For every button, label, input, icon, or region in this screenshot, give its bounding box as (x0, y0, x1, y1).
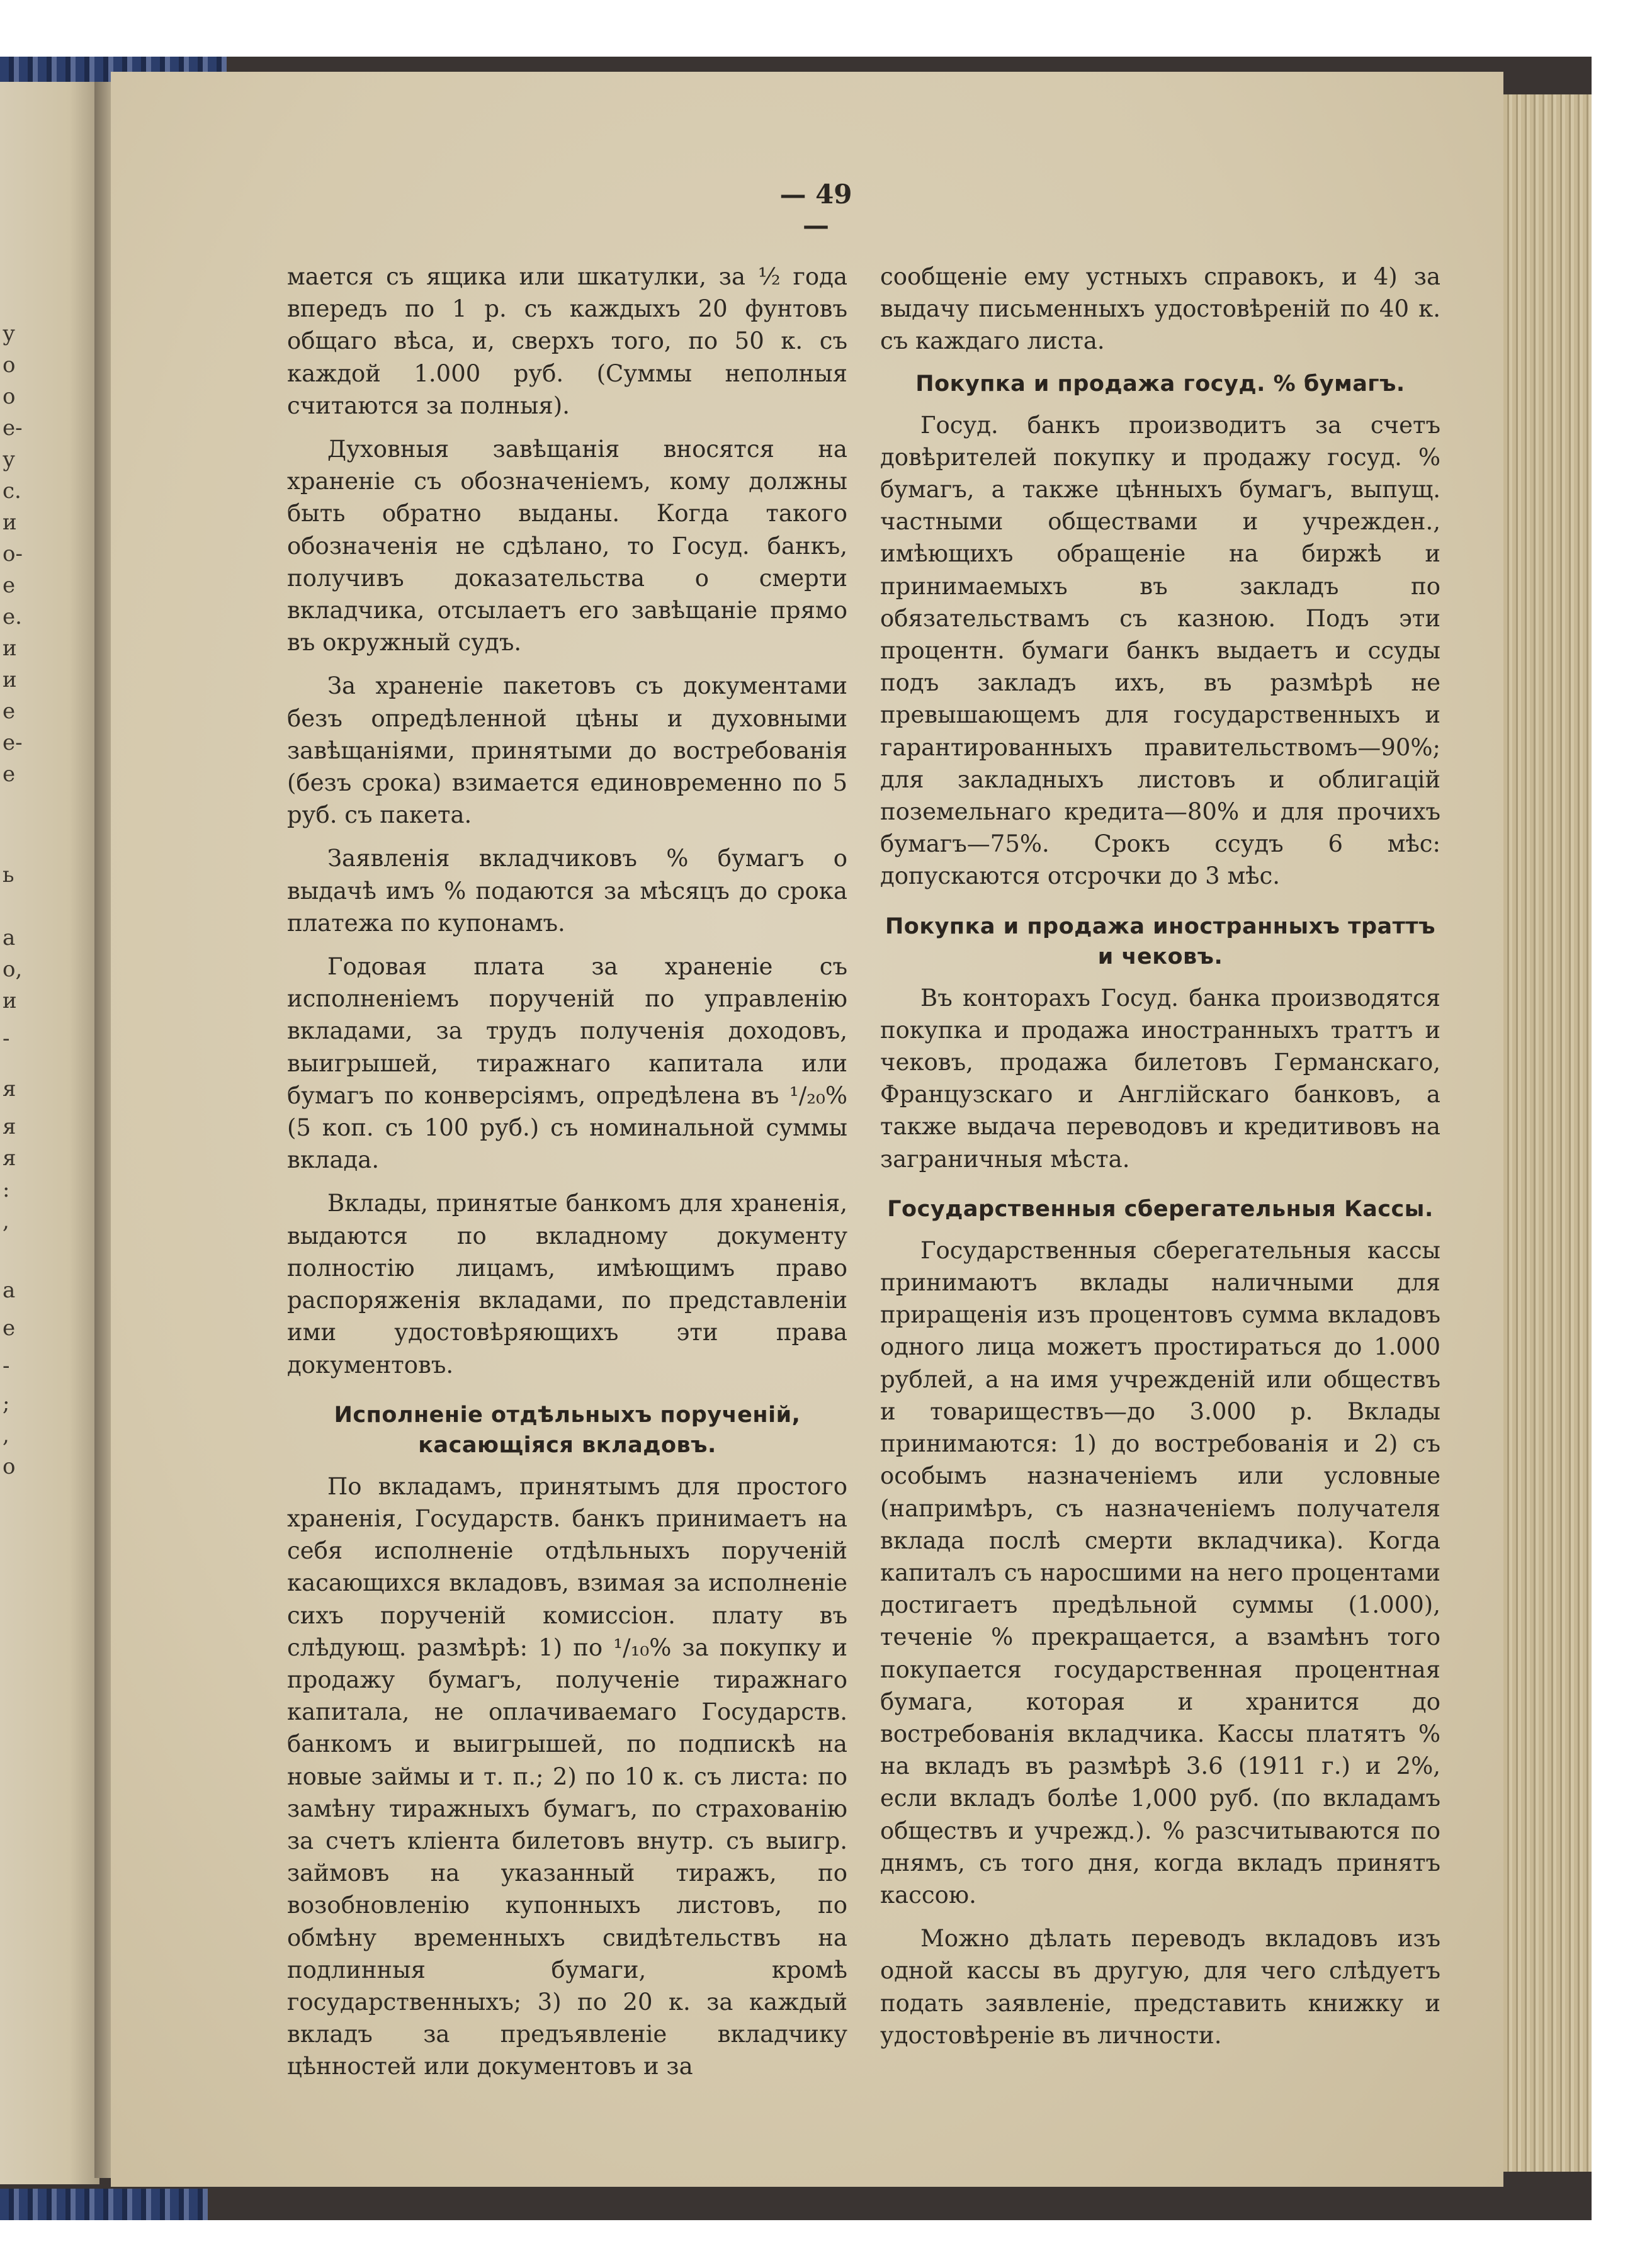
left-page-fragment (0, 82, 99, 2184)
left-page-line-fragment: о- (3, 541, 23, 567)
left-page-line-fragment: и (3, 988, 17, 1013)
left-page-line-fragment: - (3, 1026, 10, 1051)
right-page (111, 72, 1503, 2187)
left-page-line-fragment: я (3, 1076, 16, 1102)
paragraph: Вклады, принятые банкомъ для храненія, выдаются по вкладному документу полностію лицамъ, имѣющимъ право распоряженія вкладами, по представленіи ими удостовѣряющихъ эти права документовъ. (287, 1190, 847, 1379)
left-page-line-fragment: и (3, 667, 17, 692)
paragraph: По вкладамъ, принятымъ для простого храненія, Государств. банкъ принимаетъ на себя исполненіе отдѣльныхъ порученій касающихся вкладовъ, взимая за исполненіе сихъ порученій комиссіон. плату въ слѣдующ. размѣрѣ: 1) по ¹/₁₀% за покупку и продажу бумагъ, полученіе тиражнаго капитала, не оплачиваемаго Государств. банкомъ и выигрышей, по подпискѣ на новые займы и т. п.; 2) по 10 к. съ листа: по замѣну тиражныхъ бумагъ, по страхованію за счетъ кліента билетовъ внутр. съ выигр. займовъ на указанный тиражъ, по возобновленію купонныхъ листовъ, по обмѣну временныхъ свидѣтельствъ на подлинныя бумаги, кромѣ государственныхъ; 3) по 20 к. за каждый вкладъ за предъявленіе вкладчику цѣнностей или документовъ и за (287, 1472, 847, 2080)
left-page-line-fragment: е- (3, 415, 23, 441)
paragraph: мается съ ящика или шкатулки, за ½ года впередъ по 1 р. съ каждыхъ 20 фунтовъ общаго вѣса, и, сверхъ того, по 50 к. съ каждой 1.000 руб. (Суммы неполныя считаются за полныя). (287, 263, 847, 419)
paragraph: Годовая плата за храненіе съ исполненіемъ порученій по управленію вкладами, за трудъ полученія доходовъ, выигрышей, тиражнаго капитала или бумагъ по конверсіямъ, опредѣлена въ ¹/₂₀% (5 коп. съ 100 руб.) съ номинальной суммы вклада. (287, 953, 847, 1174)
left-page-line-fragment: - (3, 1353, 10, 1379)
left-page-line-fragment: о (3, 384, 16, 409)
paragraph: Въ конторахъ Госуд. банка производятся покупка и продажа иностранныхъ траттъ и чековъ, продажа билетовъ Германскаго, Французскаго и Англійскаго банковъ, а также выдача переводовъ и кредитивовъ на заграничныя мѣста. (880, 984, 1440, 1173)
left-column (287, 261, 847, 2094)
left-page-line-fragment: е (3, 699, 16, 724)
book-scan (0, 57, 1592, 2220)
left-page-line-fragment: , (3, 1423, 9, 1448)
left-page-line-fragment: е (3, 573, 16, 598)
left-page-line-fragment: : (3, 1177, 10, 1202)
left-page-line-fragment: е (3, 1316, 16, 1341)
paragraph: Можно дѣлать переводъ вкладовъ изъ одной кассы въ другую, для чего слѣдуетъ подать заявленіе, представить книжку и удостовѣреніе въ личности. (880, 1925, 1440, 2049)
left-page-line-fragment: у (3, 321, 16, 346)
section-heading: Покупка и продажа иностранныхъ траттъ и чековъ. (885, 913, 1436, 969)
section-heading: Исполненіе отдѣльныхъ порученій, касающіяся вкладовъ. (334, 1402, 801, 1458)
right-column (880, 261, 1440, 2063)
left-page-line-fragment: о, (3, 957, 23, 982)
left-page-line-fragment: а (3, 925, 16, 951)
paragraph: Духовныя завѣщанія вносятся на храненіе съ обозначеніемъ, кому должны быть обратно выданы. Когда такого обозначенія не сдѣлано, то Госуд. банкъ, получивъ доказательства о смерти вкладчика, отсылаетъ его завѣщаніе прямо въ окружный судъ. (287, 436, 847, 657)
paragraph: сообщеніе ему устныхъ справокъ, и 4) за выдачу письменныхъ удостовѣреній по 40 к. съ каждаго листа. (880, 263, 1440, 355)
left-page-line-fragment: и (3, 636, 17, 661)
left-page-line-fragment: е- (3, 730, 23, 755)
section-heading: Государственныя сберегательныя Кассы. (887, 1196, 1434, 1222)
left-page-line-fragment: о (3, 1454, 16, 1479)
page-edges (1503, 94, 1592, 2172)
left-page-line-fragment: я (3, 1114, 16, 1139)
left-page-line-fragment: ; (3, 1391, 10, 1416)
left-page-line-fragment: и (3, 510, 17, 535)
left-page-line-fragment: с. (3, 478, 21, 504)
book-cover-bottom-edge (0, 2189, 208, 2220)
left-page-line-fragment: а (3, 1278, 16, 1303)
paragraph: Государственныя сберегательныя кассы принимаютъ вклады наличными для приращенія изъ процентовъ сумма вкладовъ одного лица можетъ простираться до 1.000 рублей, а на имя учрежденій или обществъ и товариществъ—до 3.000 р. Вклады принимаются: 1) до востребованія и 2) съ особымъ назначеніемъ или условные (напримѣръ, съ назначеніемъ получателя вклада послѣ смерти вкладчика). Когда капиталъ съ наросшими на него процентами достигаетъ предѣльной суммы (1.000), теченіе % прекращается, а взамѣнъ того покупается государственная процентная бумага, которая и хранится до востребованія вкладчика. Кассы платятъ % на вкладъ въ размѣрѣ 3.6 (1911 г.) и 2%, если вкладъ болѣе 1,000 руб. (по вкладамъ обществъ и учрежд.). % разсчитываются по днямъ, съ того дня, когда вкладъ принятъ кассою. (880, 1236, 1440, 1909)
left-page-line-fragment: е. (3, 604, 22, 629)
left-page-line-fragment: , (3, 1209, 9, 1234)
left-page-line-fragment: о (3, 353, 16, 378)
paragraph: За храненіе пакетовъ съ документами безъ опредѣленной цѣны и духовными завѣщаніями, принятыми до востребованія (безъ срока) взимается единовременно по 5 руб. съ пакета. (287, 672, 847, 829)
left-page-line-fragment: ь (3, 862, 14, 888)
left-page-line-fragment: е (3, 762, 16, 787)
section-heading: Покупка и продажа госуд. % бумагъ. (915, 371, 1405, 397)
paragraph: Госуд. банкъ производитъ за счетъ довѣрителей покупку и продажу госуд. % бумагъ, а также цѣнныхъ бумагъ, выпущ. частными обществами и учрежден., имѣющихъ обращеніе на биржѣ и принимаемыхъ въ закладъ по обязательствамъ съ казною. Подъ эти процентн. бумаги банкъ выдаетъ и ссуды подъ закладъ ихъ, въ размѣрѣ не превышающемъ для государственныхъ и гарантированныхъ правительствомъ—90%; для закладныхъ листовъ и облигацій поземельнаго кредита—80% и для прочихъ бумагъ—75%. Срокъ ссудъ 6 мѣс: допускаются отсрочки до 3 мѣс. (880, 411, 1440, 890)
left-page-line-fragment: я (3, 1146, 16, 1171)
paragraph: Заявленія вкладчиковъ % бумагъ о выдачѣ имъ % подаются за мѣсяцъ до срока платежа по купонамъ. (287, 845, 847, 937)
page-number: — 49 — (779, 179, 852, 240)
left-page-line-fragment: у (3, 447, 16, 472)
